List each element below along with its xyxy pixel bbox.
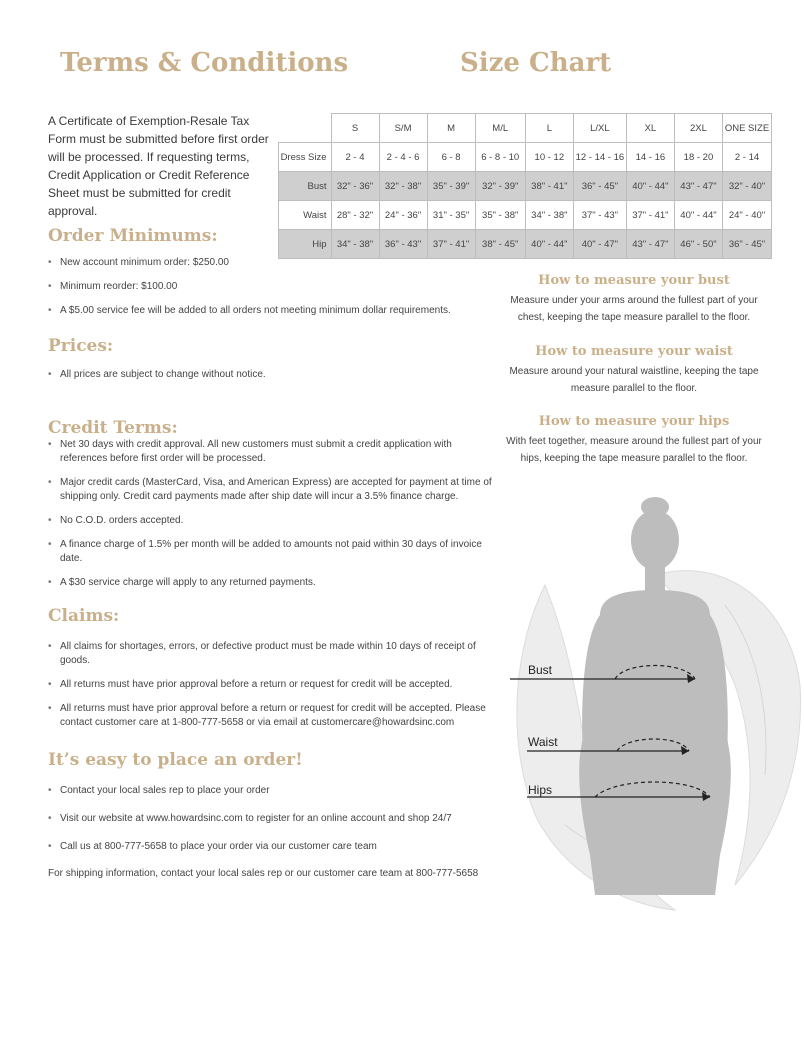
list-item: • Minimum reorder: $100.00: [48, 280, 508, 294]
table-cell: 32" - 36": [331, 172, 379, 201]
row-label: Dress Size: [279, 143, 332, 172]
order-minimums-list: [48, 256, 508, 318]
list-item: • All returns must have prior approval before a return or request for credit will be accepted. Please contact customer care at 1-800-777-5658 or via email at customercare@howardsinc.com: [48, 702, 503, 730]
column-header: XL: [626, 114, 674, 143]
table-cell: 31" - 35": [427, 201, 475, 230]
list-item: • New account minimum order: $250.00: [48, 256, 508, 270]
measure-waist-title: How to measure your waist: [535, 344, 733, 359]
table-cell: 28" - 32": [331, 201, 379, 230]
column-header: S/M: [379, 114, 427, 143]
table-cell: 24" - 36": [379, 201, 427, 230]
table-cell: 10 - 12: [525, 143, 573, 172]
place-order-list: [48, 784, 508, 854]
table-cell: 12 - 14 - 16: [573, 143, 626, 172]
table-cell: 37" - 41": [427, 230, 475, 259]
list-item: • Call us at 800-777-5658 to place your order via our customer care team: [48, 840, 508, 854]
claims-list: [48, 640, 503, 730]
table-row: [279, 201, 772, 230]
measure-hips: [505, 414, 763, 467]
claims-heading: Claims:: [48, 606, 120, 626]
table-cell: 2 - 4: [331, 143, 379, 172]
table-cell: 32" - 40": [723, 172, 772, 201]
list-item: • Major credit cards (MasterCard, Visa, and American Express) are accepted for payment at time of shipping only. Credit card payments made after ship date will incur a 3.5% finance charge.: [48, 476, 493, 504]
measure-bust-title: How to measure your bust: [538, 273, 730, 288]
intro-paragraph: A Certificate of Exemption-Resale Tax Form must be submitted before first order will be processed. If requesting terms, Credit Application or Credit Reference Sheet must be submitted for credit approval.: [48, 114, 269, 218]
measure-waist-text: Measure around your natural waistline, keeping the tape measure parallel to the floor.: [509, 366, 759, 394]
credit-terms-list: [48, 438, 493, 590]
size-chart-title: Size Chart: [460, 48, 612, 78]
list-item: • A $5.00 service fee will be added to all orders not meeting minimum dollar requirements.: [48, 304, 508, 318]
measure-bust: [505, 273, 763, 326]
column-header: 2XL: [674, 114, 722, 143]
table-cell: 38" - 41": [525, 172, 573, 201]
size-chart-table: [278, 113, 772, 259]
column-header: M: [427, 114, 475, 143]
table-corner: [279, 114, 332, 143]
column-header: L/XL: [573, 114, 626, 143]
table-cell: 34" - 38": [331, 230, 379, 259]
table-cell: 36" - 45": [723, 230, 772, 259]
column-header: ONE SIZE: [723, 114, 772, 143]
table-cell: 43" - 47": [674, 172, 722, 201]
body-silhouette-illustration: [505, 495, 804, 935]
table-cell: 2 - 14: [723, 143, 772, 172]
waist-label: Waist: [528, 735, 558, 749]
table-cell: 32" - 38": [379, 172, 427, 201]
credit-terms-heading: Credit Terms:: [48, 418, 178, 438]
list-item: • No C.O.D. orders accepted.: [48, 514, 493, 528]
terms-title: Terms & Conditions: [60, 48, 349, 78]
table-row: [279, 172, 772, 201]
table-cell: 18 - 20: [674, 143, 722, 172]
table-cell: 6 - 8: [427, 143, 475, 172]
column-header: S: [331, 114, 379, 143]
row-label: Hip: [279, 230, 332, 259]
hips-label: Hips: [528, 783, 553, 797]
order-minimums-heading: Order Minimums:: [48, 226, 218, 246]
table-cell: 24" - 40": [723, 201, 772, 230]
list-item: • All prices are subject to change without notice.: [48, 368, 508, 382]
measure-waist: [505, 344, 763, 397]
table-cell: 36" - 45": [573, 172, 626, 201]
prices-list: [48, 368, 508, 382]
list-item: • All returns must have prior approval before a return or request for credit will be accepted.: [48, 678, 503, 692]
woman-silhouette-icon: [579, 497, 731, 895]
bust-label: Bust: [528, 663, 553, 677]
measure-hips-title: How to measure your hips: [538, 414, 730, 429]
table-header-row: [279, 114, 772, 143]
table-cell: 40" - 44": [626, 172, 674, 201]
table-cell: 38" - 45": [475, 230, 525, 259]
row-label: Waist: [279, 201, 332, 230]
column-header: M/L: [475, 114, 525, 143]
table-cell: 40" - 47": [573, 230, 626, 259]
list-item: • All claims for shortages, errors, or defective product must be made within 10 days of receipt of goods.: [48, 640, 503, 668]
shipping-note: For shipping information, contact your local sales rep or our customer care team at 800-777-5658: [48, 868, 479, 879]
column-header: L: [525, 114, 573, 143]
table-cell: 40" - 44": [525, 230, 573, 259]
table-row: [279, 230, 772, 259]
table-cell: 46" - 50": [674, 230, 722, 259]
table-cell: 35" - 39": [427, 172, 475, 201]
list-item: • Visit our website at www.howardsinc.com to register for an online account and shop 24/7: [48, 812, 508, 826]
table-cell: 14 - 16: [626, 143, 674, 172]
table-cell: 36" - 43": [379, 230, 427, 259]
measure-bust-text: Measure under your arms around the fullest part of your chest, keeping the tape measure parallel to the floor.: [510, 295, 758, 323]
table-cell: 35" - 38": [475, 201, 525, 230]
table-cell: 40" - 44": [674, 201, 722, 230]
list-item: • A finance charge of 1.5% per month will be added to amounts not paid within 30 days of invoice date.: [48, 538, 493, 566]
prices-heading: Prices:: [48, 336, 114, 356]
table-cell: 34" - 38": [525, 201, 573, 230]
table-cell: 43" - 47": [626, 230, 674, 259]
list-item: • Contact your local sales rep to place your order: [48, 784, 508, 798]
table-row: [279, 143, 772, 172]
table-cell: 37" - 43": [573, 201, 626, 230]
row-label: Bust: [279, 172, 332, 201]
table-cell: 6 - 8 - 10: [475, 143, 525, 172]
list-item: • A $30 service charge will apply to any returned payments.: [48, 576, 493, 590]
table-cell: 2 - 4 - 6: [379, 143, 427, 172]
measure-hips-text: With feet together, measure around the fullest part of your hips, keeping the tape measure parallel to the floor.: [506, 436, 762, 464]
list-item: • Net 30 days with credit approval. All new customers must submit a credit application with references before first order will be processed.: [48, 438, 493, 466]
place-order-heading: It’s easy to place an order!: [48, 750, 303, 770]
table-cell: 32" - 39": [475, 172, 525, 201]
table-cell: 37" - 41": [626, 201, 674, 230]
